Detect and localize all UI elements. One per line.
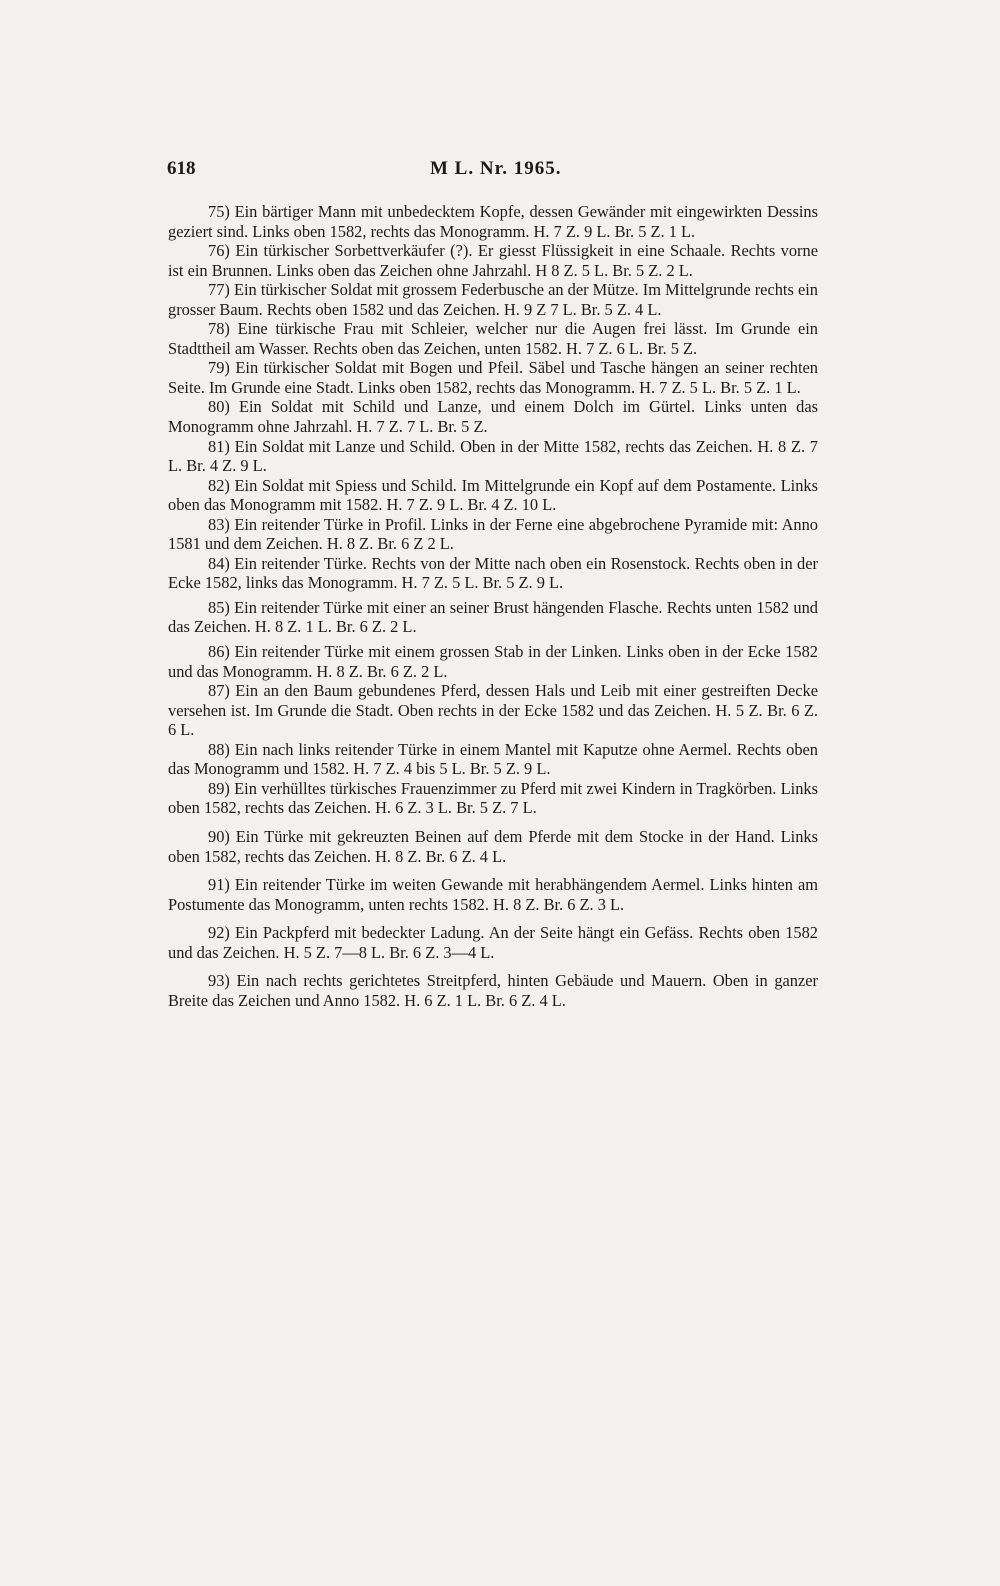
catalog-entry-80: 80) Ein Soldat mit Schild und Lanze, und einem Dolch im Gürtel. Links unten das Monogramm ohne Jahrzahl. H. 7 Z. 7 L. Br. 5 Z.	[168, 397, 818, 437]
catalog-entry-87: 87) Ein an den Baum gebundenes Pferd, dessen Hals und Leib mit einer gestreiften Decke versehen ist. Im Grunde die Stadt. Oben rechts in der Ecke 1582 und das Zeichen. H. 5 Z. Br. 6 Z. 6 L.	[168, 681, 818, 740]
catalog-entry-85: 85) Ein reitender Türke mit einer an seiner Brust hängenden Flasche. Rechts unten 1582 und das Zeichen. H. 8 Z. 1 L. Br. 6 Z. 2 L.	[168, 597, 818, 637]
page-header	[167, 158, 817, 188]
catalog-entry-75: 75) Ein bärtiger Mann mit unbedecktem Kopfe, dessen Gewänder mit eingewirkten Dessins geziert sind. Links oben 1582, rechts das Monogramm. H. 7 Z. 9 L. Br. 5 Z. 1 L.	[168, 202, 818, 241]
page-number: 618	[167, 158, 196, 179]
catalog-entry-77: 77) Ein türkischer Soldat mit grossem Federbusche an der Mütze. Im Mittelgrunde rechts ein grosser Baum. Rechts oben 1582 und das Zeichen. H. 9 Z 7 L. Br. 5 Z. 4 L.	[168, 280, 818, 319]
catalog-entry-92: 92) Ein Packpferd mit bedeckter Ladung. An der Seite hängt ein Gefäss. Rechts oben 1582 und das Zeichen. H. 5 Z. 7—8 L. Br. 6 Z. 3—4 L.	[168, 923, 818, 962]
catalog-entries	[168, 202, 818, 1010]
catalog-entry-84: 84) Ein reitender Türke. Rechts von der Mitte nach oben ein Rosenstock. Rechts oben in der Ecke 1582, links das Monogramm. H. 7 Z. 5 L. Br. 5 Z. 9 L.	[168, 553, 818, 593]
running-title: M L. Nr. 1965.	[430, 158, 562, 179]
catalog-entry-88: 88) Ein nach links reitender Türke in einem Mantel mit Kaputze ohne Aermel. Rechts oben das Monogramm und 1582. H. 7 Z. 4 bis 5 L. Br. 5 Z. 9 L.	[168, 739, 818, 779]
catalog-entry-76: 76) Ein türkischer Sorbettverkäufer (?). Er giesst Flüssigkeit in eine Schaale. Rechts vorne ist ein Brunnen. Links oben das Zeichen ohne Jahrzahl. H 8 Z. 5 L. Br. 5 Z. 2 L.	[168, 241, 818, 280]
catalog-entry-81: 81) Ein Soldat mit Lanze und Schild. Oben in der Mitte 1582, rechts das Zeichen. H. 8 Z. 7 L. Br. 4 Z. 9 L.	[168, 436, 818, 476]
catalog-entry-93: 93) Ein nach rechts gerichtetes Streitpferd, hinten Gebäude und Mauern. Oben in ganzer Breite das Zeichen und Anno 1582. H. 6 Z. 1 L. Br. 6 Z. 4 L.	[168, 971, 818, 1010]
catalog-entry-82: 82) Ein Soldat mit Spiess und Schild. Im Mittelgrunde ein Kopf auf dem Postamente. Links oben das Monogramm mit 1582. H. 7 Z. 9 L. Br. 4 Z. 10 L.	[168, 475, 818, 515]
catalog-entry-89: 89) Ein verhülltes türkisches Frauenzimmer zu Pferd mit zwei Kindern in Tragkörben. Links oben 1582, rechts das Zeichen. H. 6 Z. 3 L. Br. 5 Z. 7 L.	[168, 778, 818, 818]
catalog-entry-79: 79) Ein türkischer Soldat mit Bogen und Pfeil. Säbel und Tasche hängen an seiner rechten Seite. Im Grunde eine Stadt. Links oben 1582, rechts das Monogramm. H. 7 Z. 5 L. Br. 5 Z. 1 L.	[168, 358, 818, 397]
catalog-entry-83: 83) Ein reitender Türke in Profil. Links in der Ferne eine abgebrochene Pyramide mit: Anno 1581 und dem Zeichen. H. 8 Z. Br. 6 Z 2 L.	[168, 514, 818, 554]
catalog-entry-91: 91) Ein reitender Türke im weiten Gewande mit herabhängendem Aermel. Links hinten am Postumente das Monogramm, unten rechts 1582. H. 8 Z. Br. 6 Z. 3 L.	[168, 875, 818, 914]
catalog-entry-86: 86) Ein reitender Türke mit einem grossen Stab in der Linken. Links oben in der Ecke 1582 und das Monogramm. H. 8 Z. Br. 6 Z. 2 L.	[168, 642, 818, 681]
catalog-entry-78: 78) Eine türkische Frau mit Schleier, welcher nur die Augen frei lässt. Im Grunde ein Stadttheil am Wasser. Rechts oben das Zeichen, unten 1582. H. 7 Z. 6 L. Br. 5 Z.	[168, 319, 818, 358]
catalog-entry-90: 90) Ein Türke mit gekreuzten Beinen auf dem Pferde mit dem Stocke in der Hand. Links oben 1582, rechts das Zeichen. H. 8 Z. Br. 6 Z. 4 L.	[168, 826, 818, 866]
